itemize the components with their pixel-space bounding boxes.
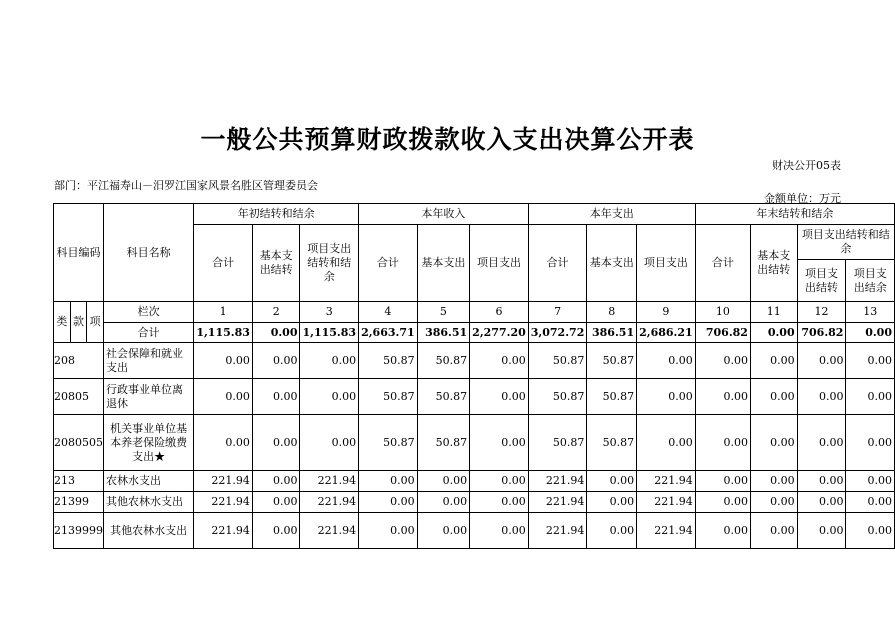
header-kuan: 款: [70, 302, 87, 343]
amount-cell: 0.00: [695, 513, 750, 549]
header-subject-code: 科目编码: [54, 204, 104, 302]
table-row: [54, 415, 895, 471]
header-begin-basic: 基本支出结转: [252, 225, 300, 302]
subject-name-cell: 农林水支出: [104, 471, 194, 492]
amount-cell: 50.87: [528, 415, 587, 471]
amount-cell: 0.00: [252, 379, 300, 415]
header-end-project-carry: 项目支出结转: [797, 260, 846, 302]
total-value: 386.51: [417, 323, 470, 343]
amount-cell: 50.87: [528, 343, 587, 379]
col-number: 7: [528, 302, 587, 323]
subject-name-cell: 其他农林水支出: [104, 492, 194, 513]
amount-cell: 0.00: [750, 379, 797, 415]
column-index-row: [54, 302, 895, 323]
amount-cell: 221.94: [194, 513, 253, 549]
header-end-total: 合计: [695, 225, 750, 302]
amount-cell: 0.00: [194, 379, 253, 415]
amount-cell: 0.00: [300, 379, 359, 415]
amount-cell: 0.00: [750, 471, 797, 492]
col-number: 10: [695, 302, 750, 323]
amount-cell: 0.00: [846, 415, 895, 471]
total-row: [54, 323, 895, 343]
amount-cell: 221.94: [637, 513, 696, 549]
amount-cell: 221.94: [528, 492, 587, 513]
table-row: [54, 471, 895, 492]
amount-cell: 0.00: [252, 415, 300, 471]
total-label: 合计: [104, 323, 194, 343]
amount-cell: 221.94: [300, 492, 359, 513]
amount-cell: 0.00: [417, 471, 470, 492]
amount-cell: 0.00: [252, 343, 300, 379]
amount-cell: 0.00: [846, 343, 895, 379]
amount-cell: 0.00: [587, 513, 637, 549]
col-number: 13: [846, 302, 895, 323]
subject-code-cell: 21399: [54, 492, 104, 513]
header-class: 类: [54, 302, 71, 343]
amount-cell: 0.00: [637, 415, 696, 471]
amount-cell: 50.87: [587, 379, 637, 415]
amount-cell: 0.00: [750, 415, 797, 471]
amount-cell: 0.00: [695, 379, 750, 415]
form-code: 财决公开05表: [772, 159, 841, 172]
subject-name-cell: 行政事业单位离退休: [104, 379, 194, 415]
amount-cell: 221.94: [528, 513, 587, 549]
header-end-project: 项目支出结转和结余: [797, 225, 894, 260]
col-number: 4: [359, 302, 418, 323]
subject-code-cell: 213: [54, 471, 104, 492]
amount-cell: 0.00: [417, 492, 470, 513]
amount-cell: 0.00: [695, 415, 750, 471]
amount-cell: 221.94: [528, 471, 587, 492]
amount-cell: 0.00: [846, 471, 895, 492]
header-end-project-balance: 项目支出结余: [846, 260, 895, 302]
col-number: 9: [637, 302, 696, 323]
total-value: 0.00: [846, 323, 895, 343]
header-begin-total: 合计: [194, 225, 253, 302]
amount-cell: 221.94: [194, 492, 253, 513]
total-value: 706.82: [695, 323, 750, 343]
amount-cell: 0.00: [300, 343, 359, 379]
amount-cell: 0.00: [797, 513, 846, 549]
col-number: 12: [797, 302, 846, 323]
department-label: 部门：平江福寿山－汨罗江国家风景名胜区管理委员会: [54, 179, 318, 192]
header-group-expense: 本年支出: [528, 204, 695, 225]
amount-cell: 0.00: [470, 492, 529, 513]
amount-cell: 0.00: [470, 513, 529, 549]
column-index-label: 栏次: [104, 302, 194, 323]
amount-cell: 221.94: [300, 471, 359, 492]
amount-cell: 0.00: [637, 343, 696, 379]
header-row-groups: [54, 204, 895, 225]
col-number: 2: [252, 302, 300, 323]
amount-cell: 221.94: [637, 492, 696, 513]
amount-cell: 0.00: [359, 471, 418, 492]
amount-cell: 0.00: [252, 513, 300, 549]
header-begin-project: 项目支出结转和结余: [300, 225, 359, 302]
amount-cell: 0.00: [797, 415, 846, 471]
amount-cell: 221.94: [300, 513, 359, 549]
total-value: 3,072.72: [528, 323, 587, 343]
header-income-total: 合计: [359, 225, 418, 302]
subject-code-cell: 20805: [54, 379, 104, 415]
amount-cell: 0.00: [194, 415, 253, 471]
amount-cell: 0.00: [750, 513, 797, 549]
amount-cell: 0.00: [750, 343, 797, 379]
col-number: 6: [470, 302, 529, 323]
amount-cell: 0.00: [417, 513, 470, 549]
total-value: 2,663.71: [359, 323, 418, 343]
amount-cell: 0.00: [695, 343, 750, 379]
header-group-end: 年末结转和结余: [695, 204, 894, 225]
amount-cell: 0.00: [846, 513, 895, 549]
unit-label: 金额单位：万元: [764, 192, 841, 205]
amount-cell: 50.87: [359, 415, 418, 471]
total-value: 1,115.83: [194, 323, 253, 343]
amount-cell: 0.00: [797, 343, 846, 379]
amount-cell: 50.87: [417, 415, 470, 471]
table-row: [54, 379, 895, 415]
table-row: [54, 343, 895, 379]
header-group-income: 本年收入: [359, 204, 529, 225]
total-value: 0.00: [252, 323, 300, 343]
amount-cell: 50.87: [359, 343, 418, 379]
header-expense-basic: 基本支出: [587, 225, 637, 302]
amount-cell: 50.87: [417, 379, 470, 415]
subject-code-cell: 208: [54, 343, 104, 379]
header-group-begin: 年初结转和结余: [194, 204, 359, 225]
report-title: 一般公共预算财政拨款收入支出决算公开表: [200, 125, 695, 154]
header-xiang: 项: [87, 302, 104, 343]
amount-cell: 0.00: [797, 492, 846, 513]
report-table: [53, 203, 895, 549]
total-value: 2,686.21: [637, 323, 696, 343]
total-value: 386.51: [587, 323, 637, 343]
col-number: 8: [587, 302, 637, 323]
col-number: 11: [750, 302, 797, 323]
amount-cell: 0.00: [587, 492, 637, 513]
amount-cell: 50.87: [417, 343, 470, 379]
amount-cell: 221.94: [637, 471, 696, 492]
amount-cell: 50.87: [359, 379, 418, 415]
amount-cell: 0.00: [300, 415, 359, 471]
subject-name-cell: 机关事业单位基本养老保险缴费支出★: [104, 415, 194, 471]
subject-name-cell: 其他农林水支出: [104, 513, 194, 549]
amount-cell: 0.00: [470, 379, 529, 415]
amount-cell: 0.00: [695, 492, 750, 513]
table-row: [54, 492, 895, 513]
total-value: 0.00: [750, 323, 797, 343]
amount-cell: 0.00: [470, 415, 529, 471]
amount-cell: 0.00: [695, 471, 750, 492]
header-income-project: 项目支出: [470, 225, 529, 302]
amount-cell: 221.94: [194, 471, 253, 492]
amount-cell: 0.00: [846, 492, 895, 513]
amount-cell: 50.87: [587, 343, 637, 379]
amount-cell: 0.00: [587, 471, 637, 492]
amount-cell: 0.00: [470, 343, 529, 379]
amount-cell: 0.00: [797, 471, 846, 492]
amount-cell: 50.87: [528, 379, 587, 415]
header-expense-project: 项目支出: [637, 225, 696, 302]
amount-cell: 0.00: [359, 513, 418, 549]
total-value: 1,115.83: [300, 323, 359, 343]
table-row: [54, 513, 895, 549]
amount-cell: 0.00: [750, 492, 797, 513]
subject-code-cell: 2139999: [54, 513, 104, 549]
total-value: 706.82: [797, 323, 846, 343]
amount-cell: 0.00: [252, 471, 300, 492]
amount-cell: 0.00: [846, 379, 895, 415]
amount-cell: 0.00: [470, 471, 529, 492]
col-number: 5: [417, 302, 470, 323]
total-value: 2,277.20: [470, 323, 529, 343]
amount-cell: 0.00: [252, 492, 300, 513]
subject-name-cell: 社会保障和就业支出: [104, 343, 194, 379]
header-income-basic: 基本支出: [417, 225, 470, 302]
header-end-basic: 基本支出结转: [750, 225, 797, 302]
col-number: 3: [300, 302, 359, 323]
amount-cell: 0.00: [194, 343, 253, 379]
header-expense-total: 合计: [528, 225, 587, 302]
amount-cell: 0.00: [359, 492, 418, 513]
col-number: 1: [194, 302, 253, 323]
amount-cell: 0.00: [637, 379, 696, 415]
amount-cell: 50.87: [587, 415, 637, 471]
header-subject-name: 科目名称: [104, 204, 194, 302]
subject-code-cell: 2080505: [54, 415, 104, 471]
amount-cell: 0.00: [797, 379, 846, 415]
